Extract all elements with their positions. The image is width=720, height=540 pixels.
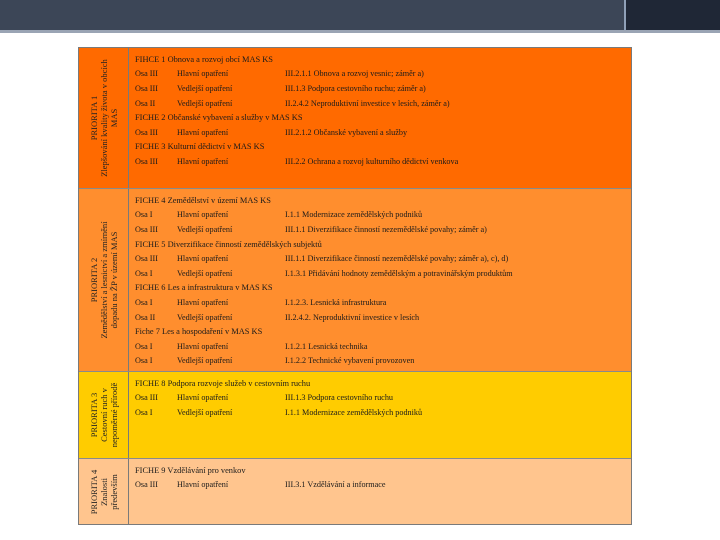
measure-row bbox=[135, 154, 631, 169]
measure-cell: Vedlejší opatření bbox=[177, 312, 233, 322]
measure-cell: Hlavní opatření bbox=[177, 127, 229, 137]
fiche-4-title: FICHE 4 Zemědělství v území MAS KS bbox=[135, 195, 271, 205]
measure-row bbox=[135, 81, 631, 96]
priority-2-content bbox=[129, 189, 631, 371]
priority-4-content bbox=[129, 459, 631, 524]
measure-row bbox=[135, 391, 631, 406]
priority-2-section bbox=[79, 189, 631, 372]
measure-cell: III.1.3 Podpora cestovního ruchu; záměr a) bbox=[285, 83, 426, 93]
measure-cell: Hlavní opatření bbox=[177, 156, 229, 166]
title-bar-stripe bbox=[0, 30, 720, 33]
measure-row bbox=[135, 266, 631, 281]
measure-cell: Osa III bbox=[135, 224, 158, 234]
measure-cell: Osa I bbox=[135, 407, 153, 417]
measure-row bbox=[135, 222, 631, 237]
title-bar bbox=[0, 0, 720, 30]
priority-3-label: PRIORITA 3 Cestovní ruch v nepoměrné přírodě bbox=[88, 382, 119, 448]
priority-3-section bbox=[79, 372, 631, 459]
measure-row bbox=[135, 405, 631, 420]
measure-cell: III.2.1.2 Občanské vybavení a služby bbox=[285, 127, 408, 137]
measure-cell: Osa II bbox=[135, 312, 156, 322]
measure-cell: III.3.1 Vzdělávání a informace bbox=[285, 480, 386, 490]
title-bar-accent bbox=[624, 0, 720, 30]
priority-1-label: PRIORITA 1 Zlepšování kvality života v obcích MAS bbox=[88, 59, 119, 177]
measure-row bbox=[135, 208, 631, 223]
priority-2-label-cell bbox=[79, 189, 129, 371]
measure-row bbox=[135, 67, 631, 82]
priority-1-label-cell bbox=[79, 48, 129, 188]
measure-row bbox=[135, 251, 631, 266]
measure-cell: I.1.2.3. Lesnická infrastruktura bbox=[285, 297, 387, 307]
priority-4-label: PRIORITA 4 Znalosti především bbox=[88, 469, 119, 514]
priority-2-label: PRIORITA 2 Zemědělství a lesnictví a zmírnění dopadu na ŽP v území MAS bbox=[88, 221, 119, 339]
measure-cell: Vedlejší opatření bbox=[177, 83, 233, 93]
measure-row bbox=[135, 354, 631, 369]
measure-cell: I.1.2.2 Technické vybavení provozoven bbox=[285, 356, 415, 366]
measure-cell: II.2.4.2 Neproduktivní investice v lesích, záměr a) bbox=[285, 98, 450, 108]
measure-cell: Hlavní opatření bbox=[177, 254, 229, 264]
measure-cell: Osa I bbox=[135, 268, 153, 278]
measure-cell: Hlavní opatření bbox=[177, 341, 229, 351]
measure-cell: Osa III bbox=[135, 69, 158, 79]
measure-row bbox=[135, 478, 631, 493]
measure-cell: Vedlejší opatření bbox=[177, 224, 233, 234]
measure-cell: Hlavní opatření bbox=[177, 393, 229, 403]
measure-row bbox=[135, 295, 631, 310]
measure-cell: Osa I bbox=[135, 297, 153, 307]
measure-cell: III.1.1 Diverzifikace činností nezemědělské povahy; záměr a) bbox=[285, 224, 487, 234]
measure-cell: Vedlejší opatření bbox=[177, 407, 233, 417]
measure-cell: Vedlejší opatření bbox=[177, 268, 233, 278]
title-bar-accent-rule bbox=[624, 0, 626, 30]
measure-row bbox=[135, 96, 631, 111]
measure-cell: Osa III bbox=[135, 393, 158, 403]
measure-cell: Osa III bbox=[135, 83, 158, 93]
measure-cell: I.1.1 Modernizace zemědělských podniků bbox=[285, 407, 423, 417]
measure-row bbox=[135, 310, 631, 325]
priority-3-label-cell bbox=[79, 372, 129, 458]
measure-cell: II.2.4.2. Neproduktivní investice v lesích bbox=[285, 312, 420, 322]
measure-row bbox=[135, 125, 631, 140]
measure-row bbox=[135, 339, 631, 354]
priorities-table bbox=[78, 47, 632, 525]
fiche-8-title: FICHE 8 Podpora rozvoje služeb v cestovním ruchu bbox=[135, 378, 311, 388]
measure-cell: Vedlejší opatření bbox=[177, 98, 233, 108]
measure-cell: Osa III bbox=[135, 480, 158, 490]
priority-4-label-cell bbox=[79, 459, 129, 524]
fiche-1-title: FIHCE 1 Obnova a rozvoj obcí MAS KS bbox=[135, 54, 273, 64]
measure-cell: I.1.2.1 Lesnická technika bbox=[285, 341, 368, 351]
measure-cell: III.2.2 Ochrana a rozvoj kulturního dědictví venkova bbox=[285, 156, 459, 166]
measure-cell: Osa I bbox=[135, 356, 153, 366]
measure-cell: Osa II bbox=[135, 98, 156, 108]
fiche-7-title: Fiche 7 Les a hospodaření v MAS KS bbox=[135, 327, 263, 337]
measure-cell: III.1.3 Podpora cestovního ruchu bbox=[285, 393, 394, 403]
measure-cell: Osa III bbox=[135, 254, 158, 264]
measure-cell: Hlavní opatření bbox=[177, 69, 229, 79]
measure-cell: Osa I bbox=[135, 210, 153, 220]
priority-1-content bbox=[129, 48, 631, 188]
priority-4-section bbox=[79, 459, 631, 524]
measure-cell: Osa I bbox=[135, 341, 153, 351]
measure-cell: Hlavní opatření bbox=[177, 297, 229, 307]
measure-cell: Hlavní opatření bbox=[177, 480, 229, 490]
measure-cell: III.1.1 Diverzifikace činností nezemědělské povahy; záměr a), c), d) bbox=[285, 254, 509, 264]
measure-cell: Osa III bbox=[135, 127, 158, 137]
fiche-5-title: FICHE 5 Diverzifikace činností zemědělských subjektů bbox=[135, 239, 322, 249]
measure-cell: I.1.1 Modernizace zemědělských podniků bbox=[285, 210, 423, 220]
fiche-3-title: FICHE 3 Kulturní dědictví v MAS KS bbox=[135, 142, 265, 152]
measure-cell: Hlavní opatření bbox=[177, 210, 229, 220]
measure-cell: III.2.1.1 Obnova a rozvoj vesnic; záměr a) bbox=[285, 69, 424, 79]
measure-cell: Osa III bbox=[135, 156, 158, 166]
fiche-9-title: FICHE 9 Vzdělávání pro venkov bbox=[135, 465, 246, 475]
priority-1-section bbox=[79, 48, 631, 189]
fiche-2-title: FICHE 2 Občanské vybavení a služby v MAS KS bbox=[135, 113, 303, 123]
measure-cell: Vedlejší opatření bbox=[177, 356, 233, 366]
priority-3-content bbox=[129, 372, 631, 458]
measure-cell: I.1.3.1 Přidávání hodnoty zemědělským a potravinářským produktům bbox=[285, 268, 513, 278]
fiche-6-title: FICHE 6 Les a infrastruktura v MAS KS bbox=[135, 283, 273, 293]
